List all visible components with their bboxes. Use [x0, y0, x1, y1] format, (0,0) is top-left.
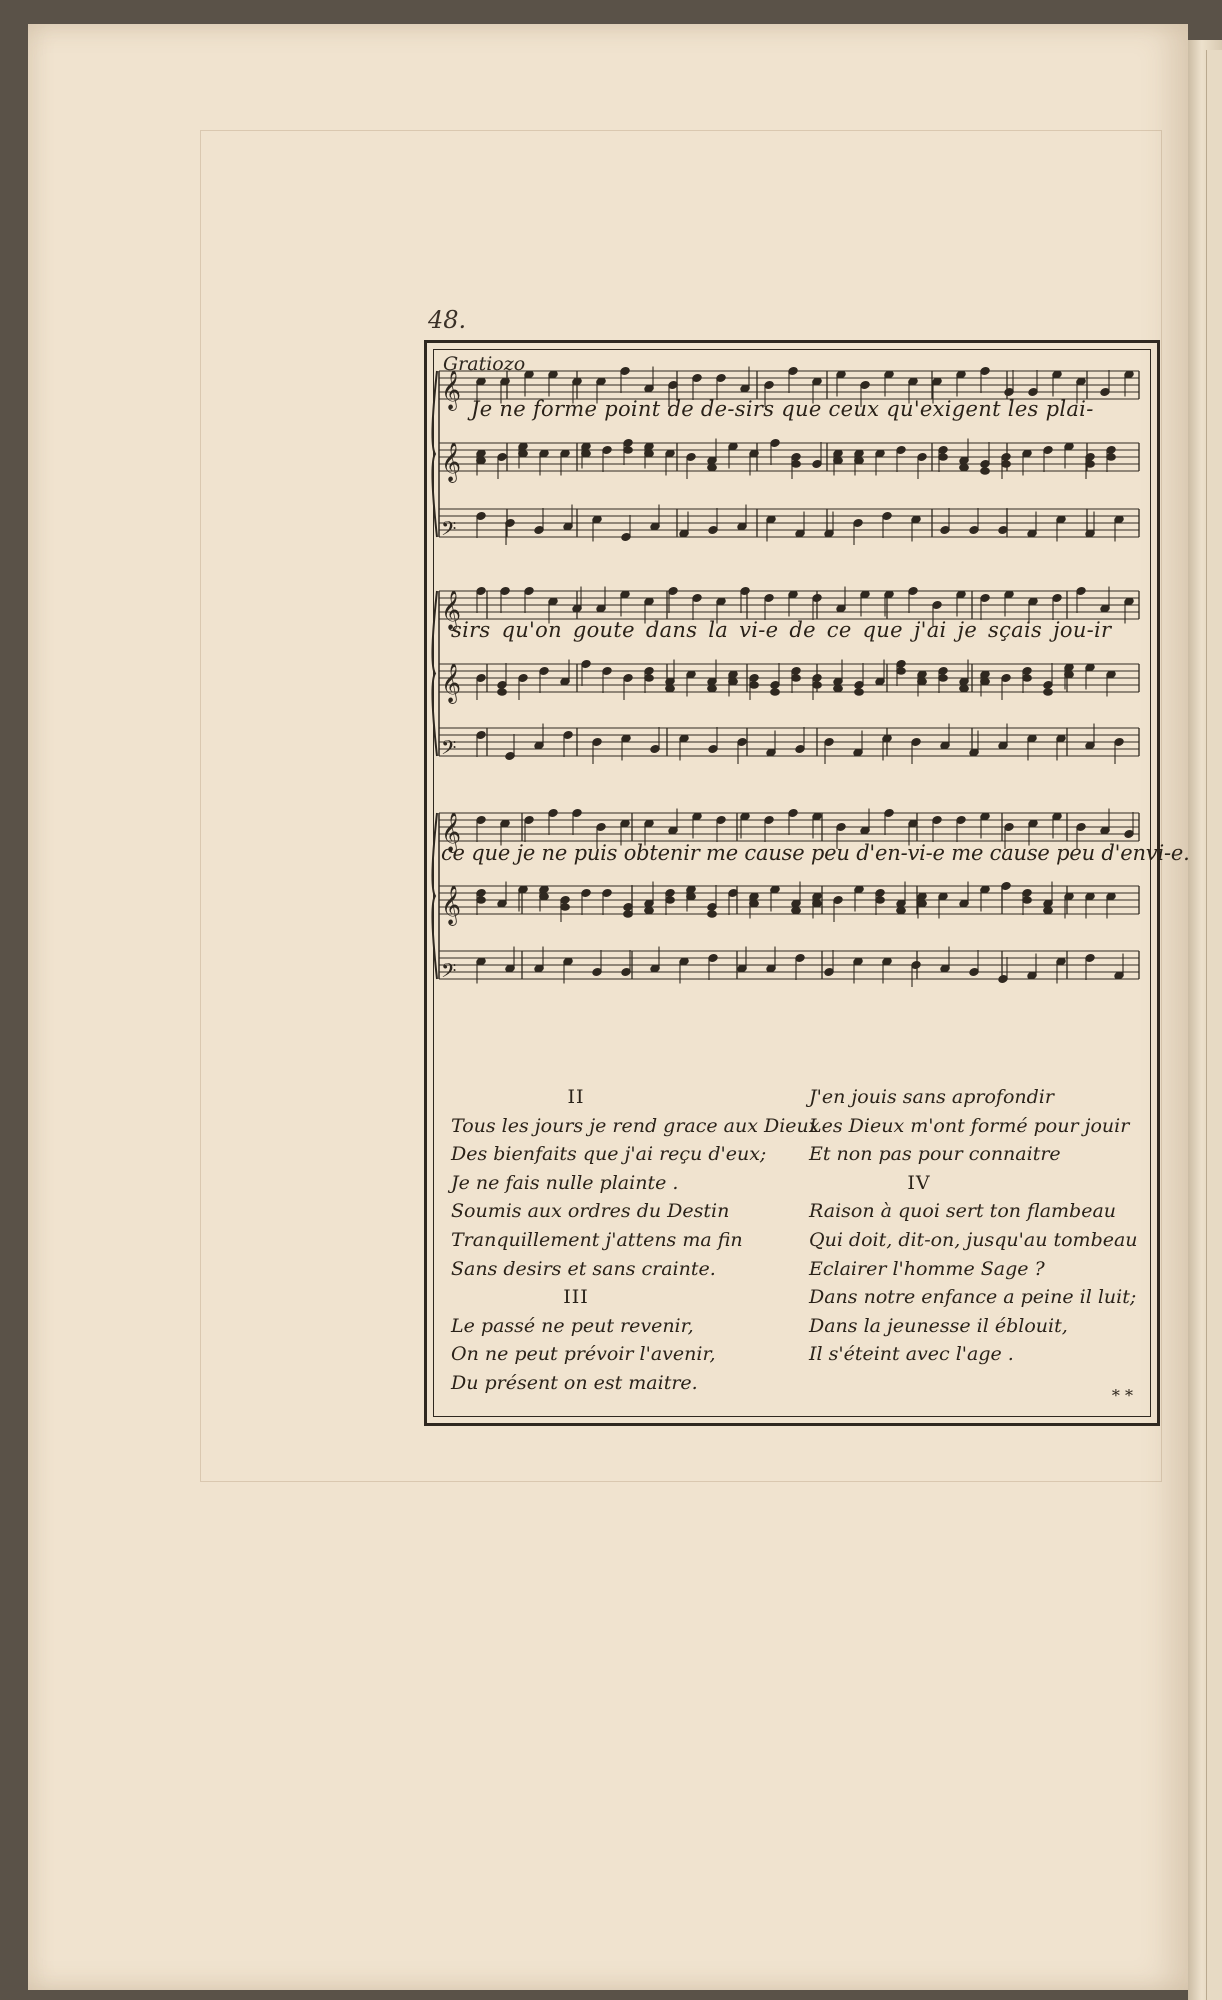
note-head — [750, 900, 759, 907]
treble-clef-icon: 𝄞 — [441, 370, 462, 410]
note-head — [834, 457, 843, 464]
note-head — [708, 685, 717, 692]
lyric-line-1: Je ne forme point de de-sirs que ceux qu'exigent les plai- — [471, 397, 1094, 421]
note-head — [918, 678, 927, 685]
system-braces — [432, 371, 439, 979]
verse-line: On ne peut prévoir l'avenir, — [451, 1343, 716, 1366]
verse-line: Les Dieux m'ont formé pour jouir — [809, 1114, 1130, 1137]
verses-block — [439, 1083, 1145, 1413]
bass-clef-icon: 𝄢 — [441, 959, 457, 987]
note-head — [582, 450, 591, 457]
note-head — [792, 461, 801, 468]
page-edge-inner — [1206, 50, 1222, 2000]
music-score — [427, 343, 1157, 1083]
verses-right-column — [809, 1083, 1149, 1369]
verse-line: Dans la jeunesse il éblouit, — [809, 1314, 1068, 1337]
treble-clef-icon: 𝄞 — [441, 442, 462, 482]
verse-line: Raison à quoi sert ton flambeau — [809, 1200, 1117, 1223]
music-frame — [424, 340, 1190, 1426]
clefs — [441, 370, 461, 987]
note-head — [1044, 689, 1053, 696]
end-mark: * * — [1111, 1386, 1133, 1405]
verse-line: Je ne fais nulle plainte . — [451, 1171, 679, 1194]
notes — [476, 366, 1135, 987]
verse-line: Des bienfaits que j'ai reçu d'eux; — [451, 1143, 767, 1166]
note-head — [561, 904, 570, 911]
note-head — [981, 678, 990, 685]
note-head — [981, 468, 990, 475]
bass-clef-icon: 𝄢 — [441, 736, 457, 764]
note-head — [1023, 675, 1032, 682]
note-head — [939, 675, 948, 682]
note-head — [939, 454, 948, 461]
note-head — [498, 689, 507, 696]
brace — [432, 371, 437, 537]
note-head — [813, 682, 822, 689]
note-head — [750, 682, 759, 689]
note-head — [645, 450, 654, 457]
verse-line: Dans notre enfance a peine il luit; — [809, 1286, 1137, 1309]
note-head — [1107, 454, 1116, 461]
note-head — [792, 907, 801, 914]
note-head — [897, 668, 906, 675]
tempo-marking: Gratiozo — [443, 353, 526, 375]
verses-left-column — [451, 1083, 820, 1398]
lyric-line-2: sirs qu'on goute dans la vi-e de ce que j'ai je sçais jou-ir — [451, 618, 1112, 642]
note-head — [666, 685, 675, 692]
verse-line: Soumis aux ordres du Destin — [451, 1200, 730, 1223]
verse-number: II — [567, 1086, 585, 1108]
verse-line: Le passé ne peut revenir, — [451, 1314, 694, 1337]
bar-lines — [487, 371, 1139, 979]
verse-line: Il s'éteint avec l'age . — [809, 1343, 1014, 1366]
note-head — [960, 464, 969, 471]
verse-line: Eclairer l'homme Sage ? — [809, 1257, 1045, 1280]
note-head — [645, 907, 654, 914]
note-head — [729, 678, 738, 685]
note-head — [1044, 907, 1053, 914]
verse-line: Du présent on est maitre. — [451, 1371, 698, 1394]
note-head — [708, 911, 717, 918]
note-head — [624, 911, 633, 918]
brace — [432, 591, 437, 756]
note-head — [897, 907, 906, 914]
note-head — [645, 675, 654, 682]
note-head — [477, 897, 486, 904]
treble-clef-icon: 𝄞 — [441, 663, 462, 703]
lyric-line-3: ce que je ne puis obtenir me cause peu d'en-vi-e me cause peu d'envi-e. — [441, 841, 1190, 865]
note-head — [813, 900, 822, 907]
note-head — [540, 893, 549, 900]
verse-number: IV — [907, 1171, 931, 1194]
verse-line: Sans desirs et sans crainte. — [451, 1257, 716, 1280]
verse-line: Et non pas pour connaitre — [809, 1143, 1061, 1166]
page-number: 48. — [428, 306, 467, 334]
note-head — [687, 893, 696, 900]
brace — [432, 813, 437, 979]
treble-clef-icon: 𝄞 — [441, 590, 462, 630]
verse-line: Tous les jours je rend grace aux Dieux — [451, 1114, 820, 1137]
note-head — [1023, 897, 1032, 904]
note-head — [792, 675, 801, 682]
note-head — [855, 457, 864, 464]
note-head — [960, 685, 969, 692]
note-head — [834, 685, 843, 692]
note-head — [918, 900, 927, 907]
note-head — [1086, 461, 1095, 468]
note-head — [708, 464, 717, 471]
note-head — [519, 450, 528, 457]
verse-line: J'en jouis sans aprofondir — [809, 1086, 1054, 1108]
verse-line: Qui doit, dit-on, jusqu'au tombeau — [809, 1228, 1138, 1251]
note-head — [855, 689, 864, 696]
note-head — [771, 689, 780, 696]
note-head — [477, 457, 486, 464]
verse-number: III — [563, 1286, 589, 1309]
note-head — [1065, 671, 1074, 678]
note-head — [624, 447, 633, 454]
note-head — [1002, 461, 1011, 468]
treble-clef-icon: 𝄞 — [441, 885, 462, 925]
verse-line: Tranquillement j'attens ma fin — [451, 1228, 743, 1251]
bass-clef-icon: 𝄢 — [441, 517, 457, 545]
note-head — [666, 897, 675, 904]
note-head — [876, 897, 885, 904]
treble-clef-icon: 𝄞 — [441, 812, 462, 852]
